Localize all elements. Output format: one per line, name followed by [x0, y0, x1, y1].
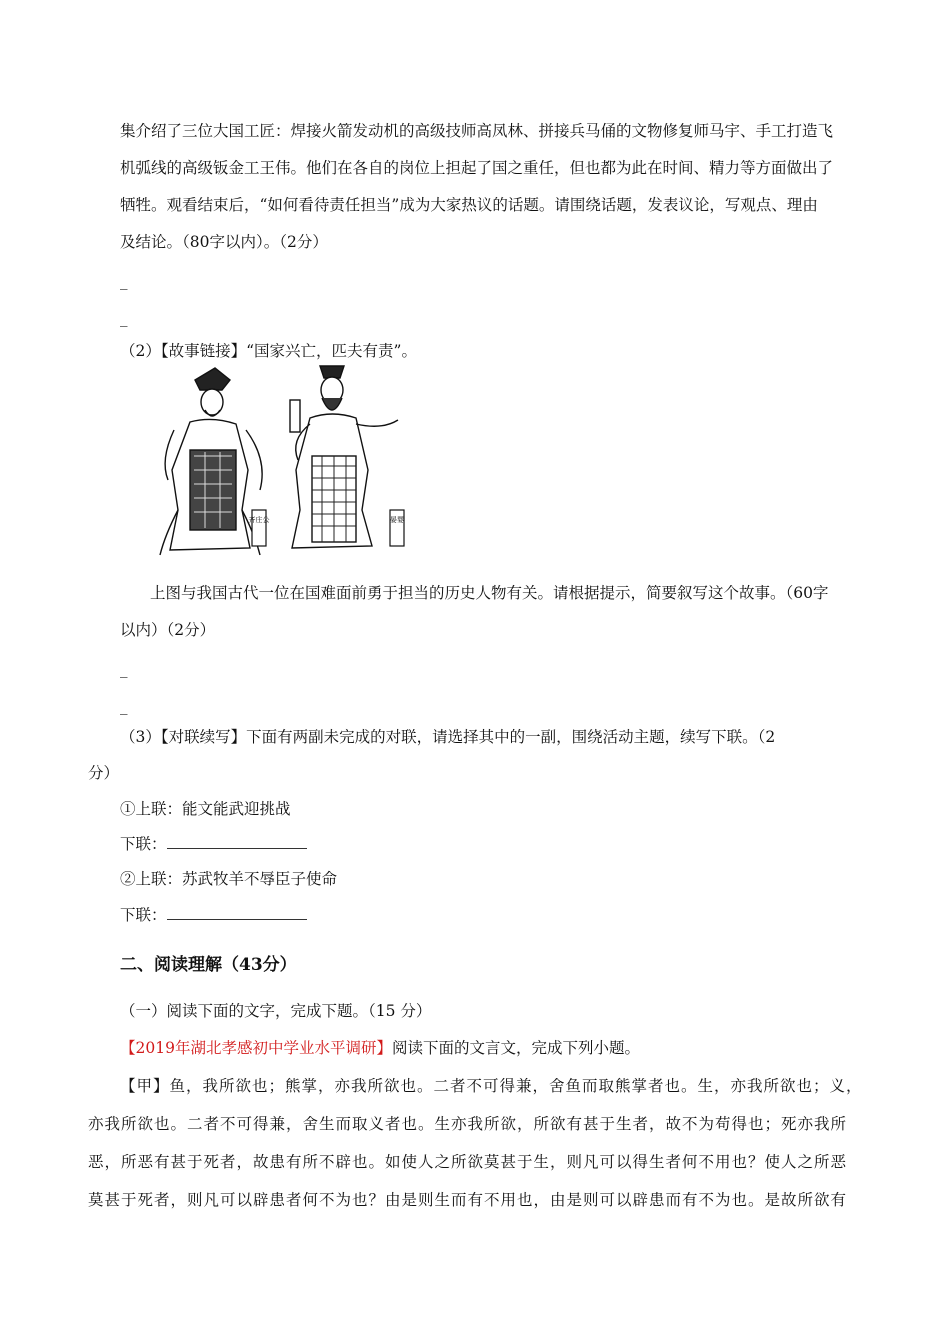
- q2-line-2: 以内）（2分）: [120, 621, 216, 639]
- q2-line-1: 上图与我国古代一位在国难面前勇于担当的历史人物有关。请根据提示，简要叙写这个故事。（60字: [150, 584, 829, 602]
- couplet1-up: ①上联：能文能武迎挑战: [120, 800, 291, 818]
- couplet1-down-blank[interactable]: [167, 834, 307, 849]
- couplet1-down-row: [120, 833, 860, 855]
- historical-figures-illustration: [150, 360, 410, 558]
- answer-line[interactable]: _: [120, 309, 128, 327]
- source-tag: 【2019年湖北孝感初中学业水平调研】: [120, 1039, 392, 1057]
- seal-right-text: 晏婴: [390, 516, 404, 524]
- answer-line[interactable]: _: [120, 697, 128, 715]
- q3-line-1: （3）【对联续写】下面有两副未完成的对联，请选择其中的一副，围绕活动主题，续写下联。（2: [120, 728, 776, 746]
- answer-line[interactable]: _: [120, 272, 128, 290]
- classical-text-line-2: 亦我所欲也。二者不可得兼，舍生而取义者也。生亦我所欲，所欲有甚于生者，故不为苟得也；死亦我所: [88, 1115, 848, 1133]
- couplet2-up: ②上联：苏武牧羊不辱臣子使命: [120, 870, 338, 888]
- q2-title: （2）【故事链接】“国家兴亡，匹夫有责”。: [120, 342, 417, 360]
- section-heading: 二、阅读理解（43分）: [120, 955, 297, 975]
- answer-line[interactable]: _: [120, 660, 128, 678]
- q1-line-2: 机弧线的高级钣金工王伟。他们在各自的岗位上担起了国之重任，但也都为此在时间、精力等方面做出了: [120, 159, 834, 177]
- q3-line-2: 分）: [88, 764, 120, 782]
- couplet2-down-row: [120, 904, 860, 926]
- couplet1-down-label: 下联：: [120, 835, 167, 853]
- q1-line-3: 牺牲。观看结束后，“如何看待责任担当”成为大家热议的话题。请围绕话题，发表议论，写观点、理由: [120, 196, 818, 214]
- section-sub: （一）阅读下面的文字，完成下题。（15 分）: [120, 1002, 432, 1020]
- classical-text-line-3: 恶，所恶有甚于死者，故患有所不辟也。如使人之所欲莫甚于生，则凡可以得生者何不用也？使人之所恶: [88, 1153, 848, 1171]
- q1-line-4: 及结论。（80字以内）。（2分）: [120, 233, 328, 251]
- couplet2-down-blank[interactable]: [167, 905, 307, 920]
- q1-line-1: 集介绍了三位大国工匠：焊接火箭发动机的高级技师高凤林、拼接兵马俑的文物修复师马宇、手工打造飞: [120, 122, 834, 140]
- source-rest: 阅读下面的文言文，完成下列小题。: [391, 1039, 640, 1057]
- classical-text-line-1: 【甲】鱼，我所欲也；熊掌，亦我所欲也。二者不可得兼，舍鱼而取熊掌者也。生，亦我所欲也；义，: [120, 1077, 863, 1095]
- seal-left-text-1: 齐庄公: [248, 516, 270, 524]
- couplet2-down-label: 下联：: [120, 906, 167, 924]
- source-line: [120, 1037, 860, 1059]
- classical-text-line-4: 莫甚于死者，则凡可以辟患者何不为也？由是则生而有不用也，由是则可以辟患而有不为也。是故所欲有: [88, 1191, 848, 1209]
